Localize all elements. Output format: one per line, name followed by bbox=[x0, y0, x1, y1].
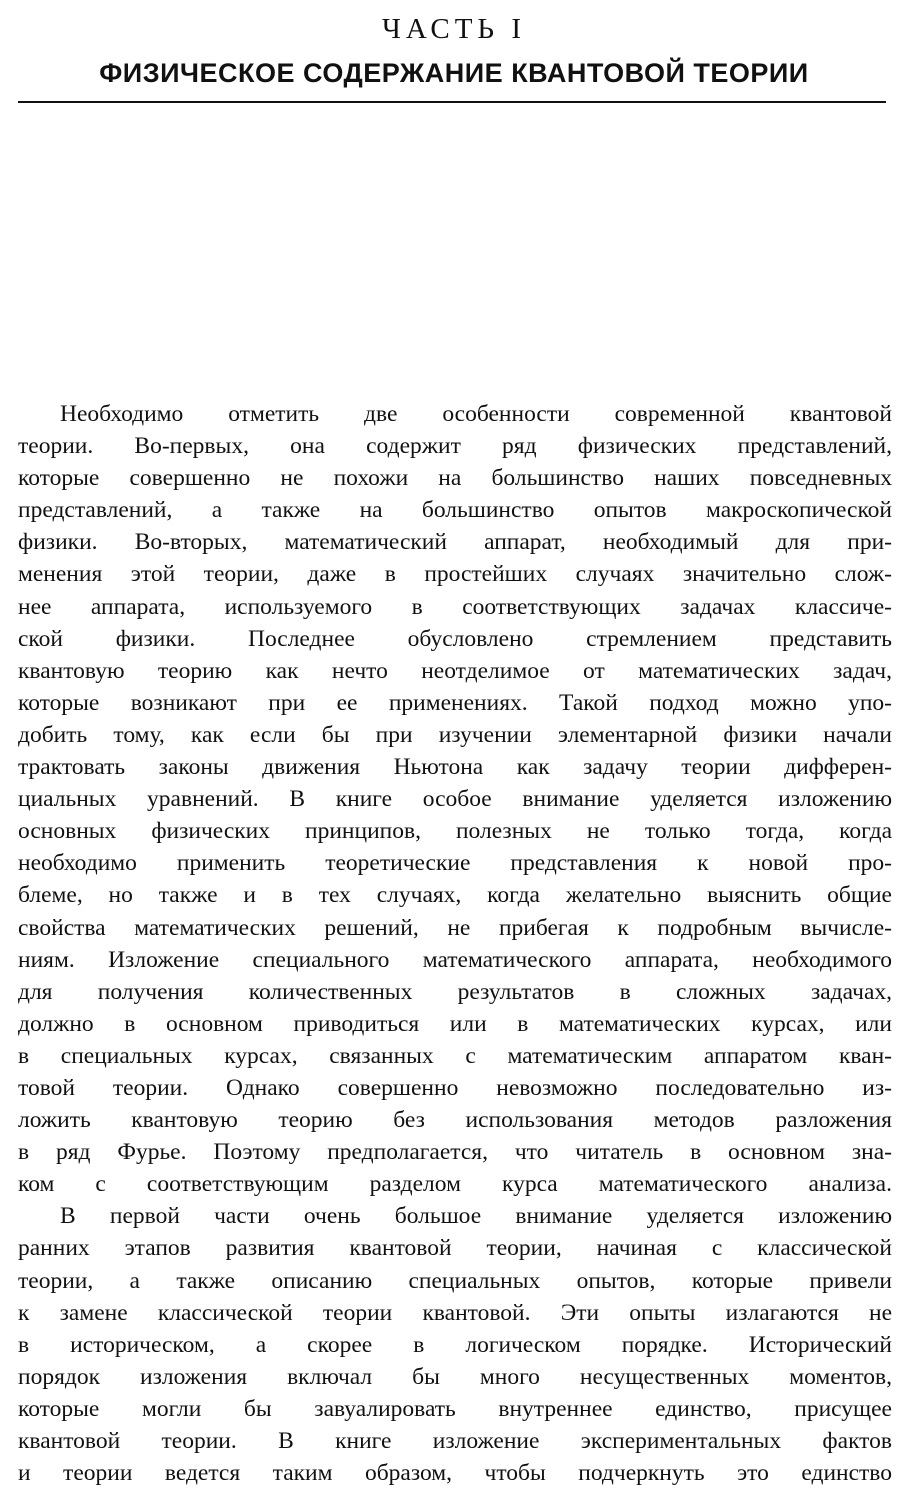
text-line: которые могли бы завуалировать внутреннее единство, присущее bbox=[18, 1395, 892, 1422]
text-line: циальных уравнений. В книге особое внимание уделяется изложению bbox=[18, 786, 892, 813]
text-line: теории. Во-первых, она содержит ряд физических представлений, bbox=[18, 433, 892, 460]
text-line: представлений, а также на большинство опытов макроскопической bbox=[18, 497, 892, 524]
text-line: и теории ведется таким образом, чтобы подчеркнуть это единство bbox=[18, 1460, 892, 1487]
text-line: ранних этапов развития квантовой теории, начиная с классической bbox=[18, 1235, 892, 1262]
text-line: физики. Во-вторых, математический аппарат, необходимый для при- bbox=[18, 529, 892, 556]
text-line: блеме, но также и в тех случаях, когда желательно выяснить общие bbox=[18, 882, 892, 909]
text-line: порядок изложения включал бы много несущественных моментов, bbox=[18, 1363, 892, 1390]
body-text bbox=[18, 398, 892, 1489]
text-line: которые возникают при ее применениях. Такой подход можно упо- bbox=[18, 689, 892, 716]
text-line: ком с соответствующим разделом курса математического анализа. bbox=[18, 1171, 892, 1198]
text-line: трактовать законы движения Ньютона как задачу теории дифферен- bbox=[18, 754, 892, 781]
text-line: квантовую теорию как нечто неотделимое от математических задач, bbox=[18, 657, 892, 684]
text-line: для получения количественных результатов в сложных задачах, bbox=[18, 978, 892, 1005]
text-line: свойства математических решений, не прибегая к подробным вычисле- bbox=[18, 914, 892, 941]
part-title: ФИЗИЧЕСКОЕ СОДЕРЖАНИЕ КВАНТОВОЙ ТЕОРИИ bbox=[99, 58, 809, 88]
text-line: товой теории. Однако совершенно невозможно последовательно из- bbox=[18, 1074, 892, 1101]
paragraph-2 bbox=[18, 1200, 892, 1489]
text-line: основных физических принципов, полезных не только тогда, когда bbox=[18, 818, 892, 845]
text-line: нее аппарата, используемого в соответствующих задачах классиче- bbox=[18, 593, 892, 620]
text-line: менения этой теории, даже в простейших случаях значительно слож- bbox=[18, 561, 892, 588]
paragraph-1 bbox=[18, 398, 892, 1200]
text-line: необходимо применить теоретические представления к новой про- bbox=[18, 850, 892, 877]
text-line: добить тому, как если бы при изучении элементарной физики начали bbox=[18, 721, 892, 748]
text-line: ложить квантовую теорию без использования методов разложения bbox=[18, 1107, 892, 1134]
text-line: теории, а также описанию специальных опытов, которые привели bbox=[18, 1267, 892, 1294]
text-line: Необходимо отметить две особенности современной квантовой bbox=[60, 401, 892, 427]
title-rule bbox=[18, 101, 886, 103]
text-line: должно в основном приводиться или в математических курсах, или bbox=[18, 1010, 892, 1037]
text-line: к замене классической теории квантовой. Эти опыты излагаются не bbox=[18, 1299, 892, 1326]
text-line: В первой части очень большое внимание уделяется изложению bbox=[60, 1203, 892, 1230]
text-line: которые совершенно не похожи на большинство наших повседневных bbox=[18, 465, 892, 492]
text-line: ниям. Изложение специального математического аппарата, необходимого bbox=[18, 946, 892, 973]
text-line: в историческом, а скорее в логическом порядке. Исторический bbox=[18, 1331, 892, 1358]
part-label: ЧАСТЬ I bbox=[382, 13, 526, 45]
text-line: в специальных курсах, связанных с математическим аппаратом кван- bbox=[18, 1042, 892, 1069]
text-line: квантовой теории. В книге изложение экспериментальных фактов bbox=[18, 1428, 892, 1454]
text-line: ской физики. Последнее обусловлено стремлением представить bbox=[18, 625, 892, 652]
text-line: в ряд Фурье. Поэтому предполагается, что читатель в основном зна- bbox=[18, 1139, 892, 1166]
